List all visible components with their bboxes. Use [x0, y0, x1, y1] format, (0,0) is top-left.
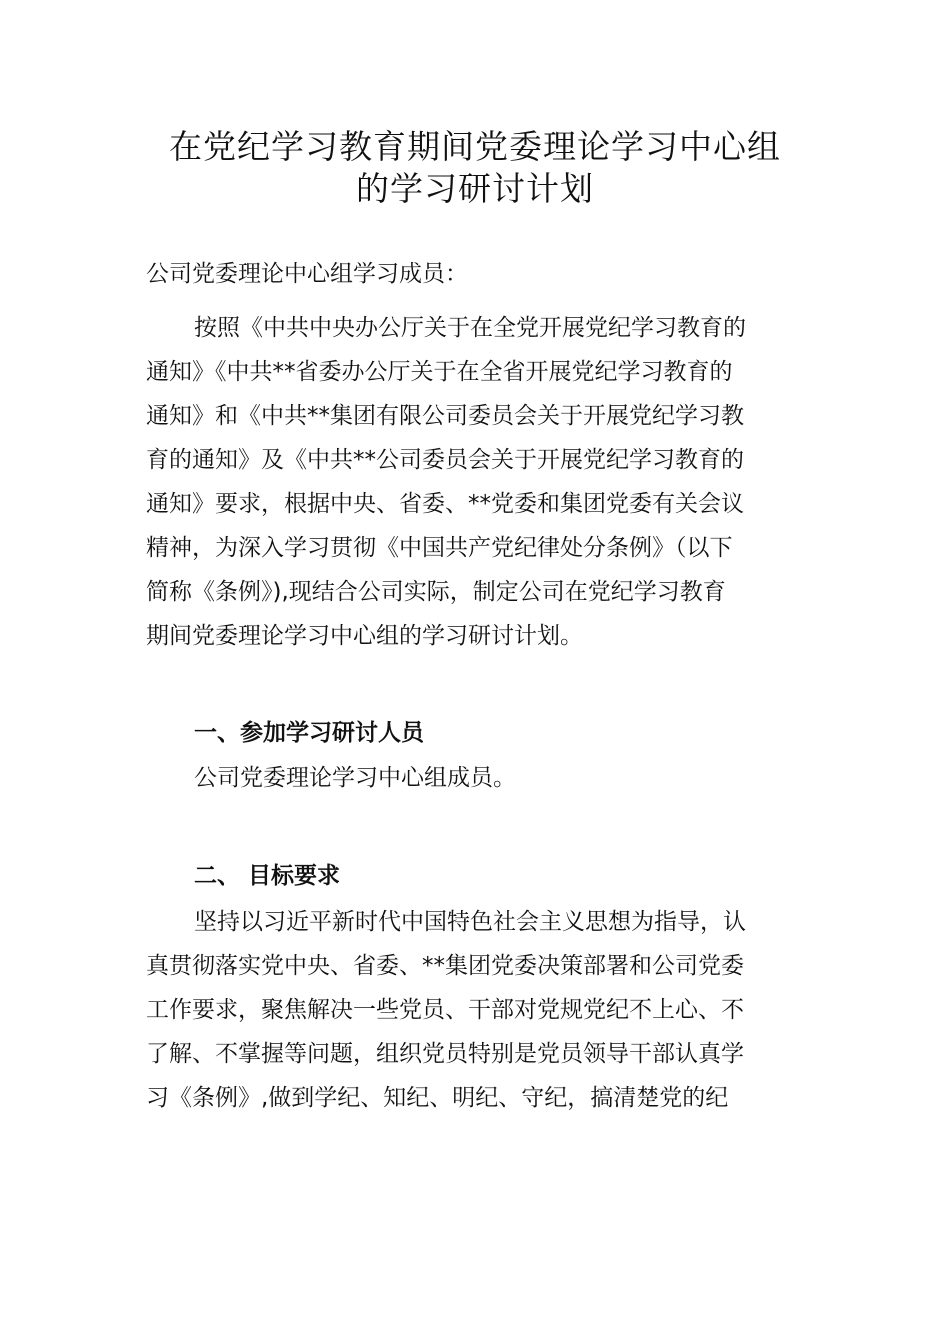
intro-line: 育的通知》及《中共**公司委员会关于开展党纪学习教育的 — [146, 447, 744, 473]
section-2-line: 真贯彻落实党中央、省委、**集团党委决策部署和公司党委 — [146, 953, 744, 979]
intro-line: 通知》和《中共**集团有限公司委员会关于开展党纪学习教 — [146, 403, 744, 429]
document-title-line-1: 在党纪学习教育期间党委理论学习中心组 — [169, 127, 781, 166]
section-2-heading: 二、 目标要求 — [194, 863, 341, 889]
section-2-line: 工作要求，聚焦解决一些党员、干部对党规党纪不上心、不 — [146, 997, 744, 1023]
intro-line: 简称《条例》),现结合公司实际，制定公司在党纪学习教育 — [146, 579, 726, 605]
intro-line: 期间党委理论学习中心组的学习研讨计划。 — [146, 623, 583, 649]
section-1-heading: 一、参加学习研讨人员 — [194, 720, 424, 746]
section-1-body: 公司党委理论学习中心组成员。 — [194, 765, 516, 791]
section-2-line: 坚持以习近平新时代中国特色社会主义思想为指导，认 — [194, 909, 746, 935]
intro-line: 通知》《中共**省委办公厅关于在全省开展党纪学习教育的 — [146, 359, 733, 385]
section-2-line: 了解、不掌握等问题，组织党员特别是党员领导干部认真学 — [146, 1041, 744, 1067]
intro-line: 按照《中共中央办公厅关于在全党开展党纪学习教育的 — [194, 315, 746, 341]
document-title-line-2: 的学习研讨计划 — [356, 169, 594, 208]
intro-line: 精神，为深入学习贯彻《中国共产党纪律处分条例》（以下 — [146, 535, 733, 561]
section-2-line: 习《条例》,做到学纪、知纪、明纪、守纪，搞清楚党的纪 — [146, 1085, 729, 1111]
salutation: 公司党委理论中心组学习成员： — [146, 261, 468, 287]
intro-line: 通知》要求，根据中央、省委、**党委和集团党委有关会议 — [146, 491, 744, 517]
